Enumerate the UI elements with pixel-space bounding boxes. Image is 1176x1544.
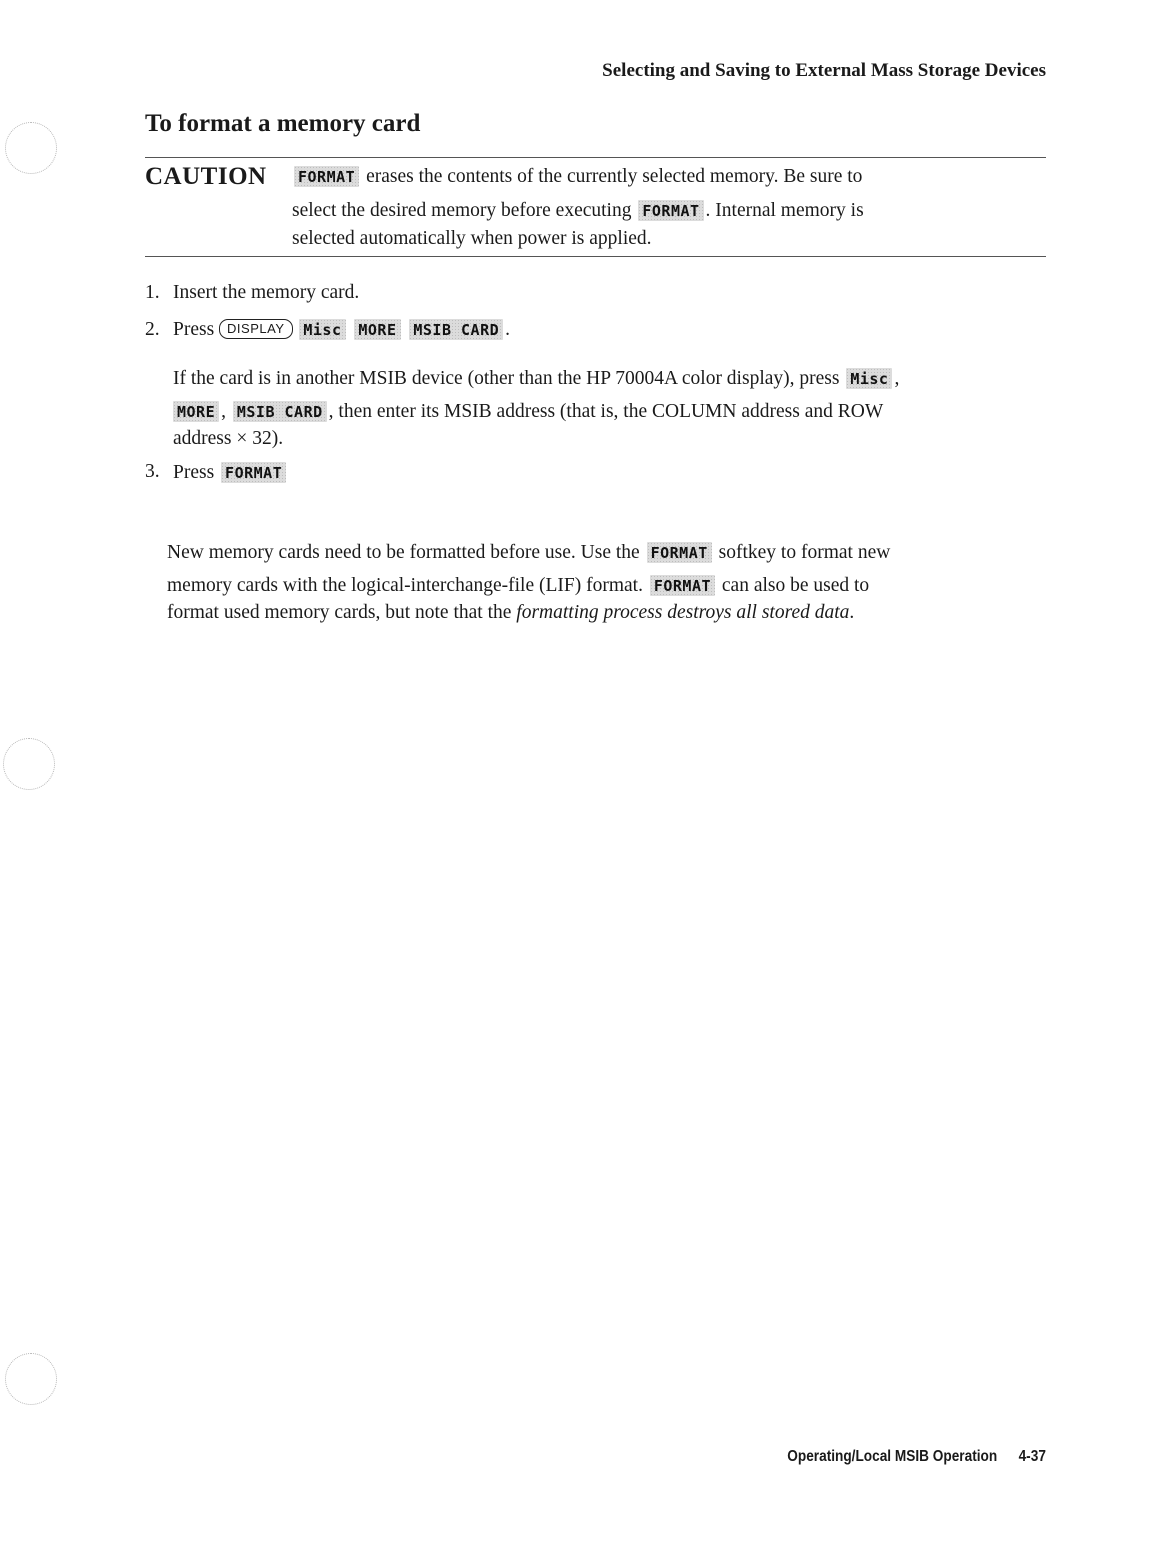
binder-hole-middle: [3, 738, 55, 790]
softkey-msib-card: MSIB CARD: [409, 319, 503, 340]
binder-hole-bottom: [5, 1353, 57, 1405]
softkey-msib-card: MSIB CARD: [233, 401, 327, 422]
softkey-format: FORMAT: [638, 200, 703, 221]
para-text: New memory cards need to be formatted before use. Use the: [167, 542, 640, 563]
note-text: , then enter its MSIB address (that is, the COLUMN address and ROW: [328, 401, 884, 422]
binder-hole-top: [5, 122, 57, 174]
step-number: 2.: [145, 319, 160, 340]
softkey-more: MORE: [354, 319, 400, 340]
caution-text-1: erases the contents of the currently selected memory. Be sure to: [366, 166, 863, 187]
para-emphasis: formatting process destroys all stored data: [516, 602, 850, 623]
section-title: To format a memory card: [145, 110, 421, 137]
note-comma: ,: [221, 401, 226, 422]
page-footer: [787, 1448, 1046, 1466]
step-number: 1.: [145, 282, 160, 303]
para-text: memory cards with the logical-interchange-file (LIF) format.: [167, 575, 643, 596]
softkey-misc: Misc: [299, 319, 345, 340]
softkey-misc: Misc: [846, 368, 892, 389]
para-text: can also be used to: [721, 575, 870, 596]
body-paragraph: [167, 538, 1067, 625]
note-line-3: address × 32).: [173, 428, 284, 449]
caution-bottom-rule: [145, 256, 1046, 257]
step-3-instruction: [173, 462, 288, 484]
caution-line-3: selected automatically when power is applied.: [292, 228, 652, 249]
caution-top-rule: [145, 157, 1046, 158]
caution-body: [292, 162, 1052, 251]
step-text: Insert the memory card.: [173, 282, 360, 303]
note-text: If the card is in another MSIB device (other than the HP 70004A color display), press: [173, 368, 840, 389]
caution-text-2b: . Internal memory is: [705, 200, 864, 221]
step-end-punct: .: [505, 319, 511, 340]
caution-text-2a: select the desired memory before executing: [292, 200, 632, 221]
caution-label: CAUTION: [145, 163, 267, 190]
hardkey-display: DISPLAY: [219, 319, 292, 339]
note-comma: ,: [894, 368, 900, 389]
note-line-1: [173, 364, 1053, 394]
step-number: 3.: [145, 461, 160, 482]
running-head: Selecting and Saving to External Mass Storage Devices: [602, 60, 1046, 81]
para-text: softkey to format new: [718, 542, 891, 563]
press-label: Press: [173, 462, 215, 483]
step-2-instruction: [173, 319, 510, 341]
caution-line-2: [292, 196, 1052, 226]
para-line-3: [167, 601, 1067, 625]
para-line-1: [167, 538, 1067, 568]
softkey-format: FORMAT: [647, 542, 712, 563]
footer-section: Operating/Local MSIB Operation: [787, 1448, 998, 1465]
para-text: format used memory cards, but note that the: [167, 602, 512, 623]
softkey-more: MORE: [173, 401, 219, 422]
para-line-2: [167, 571, 1067, 601]
para-end-punct: .: [849, 602, 855, 623]
softkey-format: FORMAT: [294, 166, 359, 187]
softkey-format: FORMAT: [650, 575, 715, 596]
note-line-2: [173, 397, 1053, 427]
page-number: 4-37: [1018, 1448, 1046, 1465]
step-2-note: [173, 364, 1053, 451]
press-label: Press: [173, 319, 215, 340]
caution-line-1: [292, 162, 1052, 192]
softkey-format: FORMAT: [221, 462, 286, 483]
